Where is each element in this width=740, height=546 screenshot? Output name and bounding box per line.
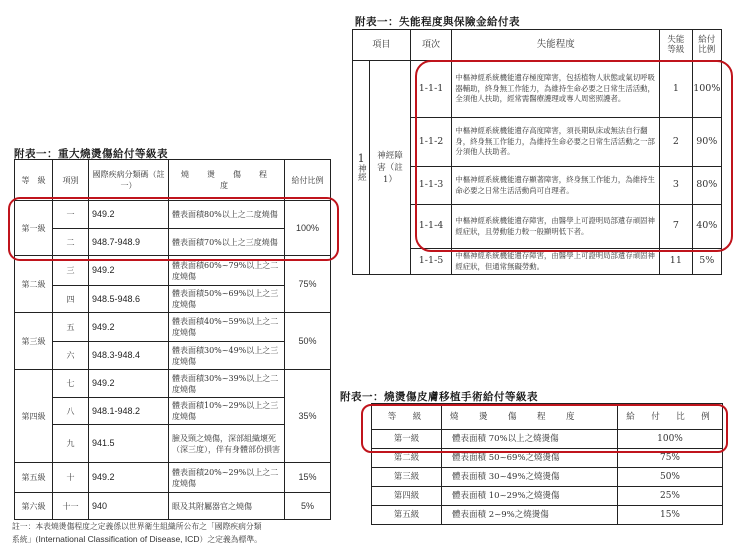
table-header-row	[353, 30, 722, 61]
header-grade: 等 級	[372, 404, 442, 430]
table-row	[15, 313, 331, 342]
grade-cell: 第三級	[15, 313, 53, 370]
table-row	[15, 256, 331, 286]
header-disability-grade: 失能 等級	[660, 30, 692, 61]
payout-cell: 100%	[692, 61, 721, 118]
grade-cell: 第六級	[15, 493, 53, 520]
table-header-row	[15, 160, 331, 201]
payout-cell: 40%	[692, 205, 721, 249]
code-cell: 1-1-5	[410, 249, 452, 275]
severity-cell: 體表面積 2~9%之燒燙傷	[442, 506, 618, 525]
code-cell: 1-1-4	[410, 205, 452, 249]
grade-cell: 第一級	[15, 201, 53, 256]
table-row	[372, 487, 723, 506]
icd-code-cell: 949.2	[89, 256, 169, 286]
payout-cell: 50%	[285, 313, 331, 370]
header-icd-code: 國際疾病分類碼（註一）	[89, 160, 169, 201]
item-cell: 三	[53, 256, 89, 286]
item-cell: 四	[53, 286, 89, 313]
severity-cell: 體表面積80%以上之二度燒傷	[169, 201, 285, 229]
item-cell: 十	[53, 463, 89, 493]
table-header-row	[372, 404, 723, 430]
severity-cell: 體表面積40%~59%以上之二度燒傷	[169, 313, 285, 342]
table-row	[15, 398, 331, 425]
grade-cell: 第五級	[372, 506, 442, 525]
disability-table	[352, 29, 722, 275]
severity-cell: 體表面積60%~79%以上之二度燒傷	[169, 256, 285, 286]
payout-cell: 5%	[285, 493, 331, 520]
icd-code-cell: 949.2	[89, 463, 169, 493]
subcategory-cell: 神經障害（註1）	[370, 61, 411, 275]
icd-code-cell: 941.5	[89, 425, 169, 463]
severity-cell: 臉及頸之燒傷，深部組織壞死（深三度），伴有身體部份損害	[169, 425, 285, 463]
major-burn-table	[14, 159, 331, 520]
severity-cell: 體表面積 10~29%之燒燙傷	[442, 487, 618, 506]
table-row	[15, 493, 331, 520]
major-burn-table-title: 附表一：重大燒燙傷給付等級表	[14, 148, 168, 160]
header-disability-level: 失能程度	[452, 30, 660, 61]
table-row	[15, 229, 331, 256]
payout-cell: 25%	[618, 487, 723, 506]
grade-cell: 1	[660, 61, 692, 118]
severity-cell: 體表面積50%~69%以上之三度燒傷	[169, 286, 285, 313]
header-sub-item: 項次	[410, 30, 452, 61]
payout-cell: 100%	[618, 430, 723, 449]
item-cell: 五	[53, 313, 89, 342]
grade-cell: 第五級	[15, 463, 53, 493]
header-item: 項目	[353, 30, 411, 61]
grade-cell: 第四級	[372, 487, 442, 506]
payout-cell: 5%	[692, 249, 721, 275]
code-cell: 1-1-2	[410, 118, 452, 167]
description-cell: 中樞神經系統機能遺存障害，由醫學上可證明局部遺存頑固神經症狀，且勞動能力較一般顯明低下者。	[452, 205, 660, 249]
table-row	[15, 286, 331, 313]
code-cell: 1-1-3	[410, 167, 452, 205]
grade-cell: 7	[660, 205, 692, 249]
skin-graft-table-title: 附表一：燒燙傷皮膚移植手術給付等級表	[340, 391, 538, 403]
footnote	[12, 521, 262, 546]
grade-cell: 11	[660, 249, 692, 275]
header-grade: 等 級	[15, 160, 53, 201]
payout-cell: 50%	[618, 468, 723, 487]
icd-code-cell: 940	[89, 493, 169, 520]
payout-cell: 100%	[285, 201, 331, 256]
description-cell: 中樞神經系統機能遺存高度障害，須長期臥床或無法自行翻身，終身無工作能力，為維持生命必要之日常生活活動之一部分須他人扶助者。	[452, 118, 660, 167]
grade-cell: 第二級	[15, 256, 53, 313]
skin-graft-table	[371, 403, 723, 525]
payout-cell: 15%	[618, 506, 723, 525]
header-item: 項別	[53, 160, 89, 201]
severity-cell: 體表面積70%以上之三度燒傷	[169, 229, 285, 256]
category-cell: 1 神經	[353, 61, 370, 275]
payout-cell: 90%	[692, 118, 721, 167]
item-cell: 七	[53, 370, 89, 398]
item-cell: 十一	[53, 493, 89, 520]
table-row	[15, 425, 331, 463]
icd-code-cell: 949.2	[89, 201, 169, 229]
table-row	[353, 61, 722, 118]
grade-cell: 第二級	[372, 449, 442, 468]
icd-code-cell: 949.2	[89, 370, 169, 398]
footnote-line-1: 註一：本表燒燙傷程度之定義係以世界衛生組織所公布之「國際疾病分類	[12, 522, 262, 531]
item-cell: 八	[53, 398, 89, 425]
header-severity: 燒 燙 傷 程 度	[442, 404, 618, 430]
grade-cell: 第三級	[372, 468, 442, 487]
payout-cell: 75%	[285, 256, 331, 313]
description-cell: 中樞神經系統機能遺存障害，由醫學上可證明局部遺存頑固神經症狀，但通常無礙勞動。	[452, 249, 660, 275]
grade-cell: 第一級	[372, 430, 442, 449]
severity-cell: 體表面積30%~39%以上之二度燒傷	[169, 370, 285, 398]
table-row	[372, 430, 723, 449]
severity-cell: 體表面積 50~69%之燒燙傷	[442, 449, 618, 468]
item-cell: 九	[53, 425, 89, 463]
disability-table-title: 附表一：失能程度與保險金給付表	[355, 16, 520, 28]
table-row	[372, 468, 723, 487]
severity-cell: 體表面積 30~49%之燒燙傷	[442, 468, 618, 487]
grade-cell: 2	[660, 118, 692, 167]
grade-cell: 第四級	[15, 370, 53, 463]
payout-cell: 75%	[618, 449, 723, 468]
item-cell: 一	[53, 201, 89, 229]
severity-cell: 體表面積10%~29%以上之三度燒傷	[169, 398, 285, 425]
icd-code-cell: 948.3-948.4	[89, 342, 169, 370]
description-cell: 中樞神經系統機能遺存極度障害，包括植物人狀態或氣切呼吸器輔助，終身無工作能力，為維持生命必要之日常生活活動，全須他人扶助，經常需醫療護理或專人周密照護者。	[452, 61, 660, 118]
header-payout-ratio: 給 付 比 例	[618, 404, 723, 430]
severity-cell: 體表面積30%~49%以上之三度燒傷	[169, 342, 285, 370]
icd-code-cell: 949.2	[89, 313, 169, 342]
item-cell: 二	[53, 229, 89, 256]
footnote-line-2: 系統」(International Classification of Disease, ICD）之定義為標準。	[12, 534, 262, 544]
payout-cell: 35%	[285, 370, 331, 463]
payout-cell: 80%	[692, 167, 721, 205]
table-row	[15, 201, 331, 229]
table-row	[372, 506, 723, 525]
severity-cell: 體表面積20%~29%以上之二度燒傷	[169, 463, 285, 493]
payout-cell: 15%	[285, 463, 331, 493]
code-cell: 1-1-1	[410, 61, 452, 118]
table-row	[15, 370, 331, 398]
header-payout-ratio: 給付 比例	[692, 30, 721, 61]
header-severity: 燒 燙 傷 程 度	[169, 160, 285, 201]
severity-cell: 眼及其附屬器官之燒傷	[169, 493, 285, 520]
severity-cell: 體表面積 70%以上之燒燙傷	[442, 430, 618, 449]
icd-code-cell: 948.7-948.9	[89, 229, 169, 256]
item-cell: 六	[53, 342, 89, 370]
icd-code-cell: 948.5-948.6	[89, 286, 169, 313]
table-row	[372, 449, 723, 468]
table-row	[15, 463, 331, 493]
description-cell: 中樞神經系統機能遺存顯著障害，終身無工作能力，為維持生命必要之日常生活活動尚可自理者。	[452, 167, 660, 205]
table-row	[15, 342, 331, 370]
header-payout-ratio: 給付比例	[285, 160, 331, 201]
icd-code-cell: 948.1-948.2	[89, 398, 169, 425]
grade-cell: 3	[660, 167, 692, 205]
